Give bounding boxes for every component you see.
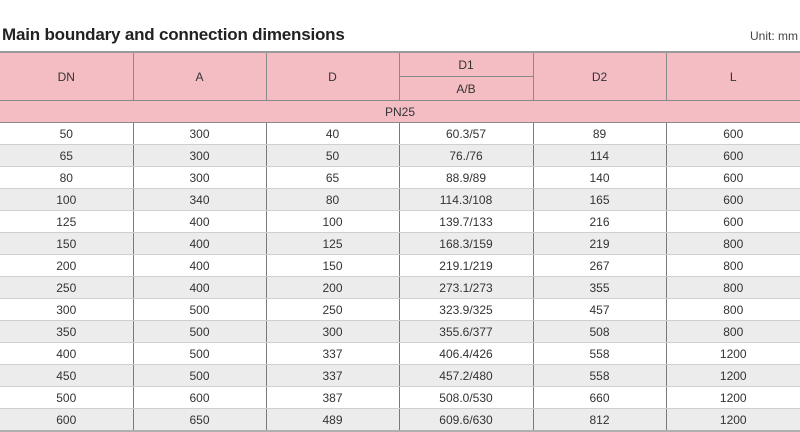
cell-dn: 150 (0, 233, 133, 255)
table-row (0, 145, 800, 167)
column-header-l: L (666, 52, 800, 101)
cell-d2: 355 (533, 277, 666, 299)
cell-a: 500 (133, 321, 266, 343)
cell-l: 800 (666, 255, 800, 277)
cell-dn: 350 (0, 321, 133, 343)
cell-d1: 355.6/377 (399, 321, 533, 343)
cell-a: 300 (133, 145, 266, 167)
title-bar (0, 0, 800, 48)
cell-l: 600 (666, 211, 800, 233)
table-row (0, 189, 800, 211)
cell-d1: 88.9/89 (399, 167, 533, 189)
dimensions-table (0, 51, 800, 432)
page-title: Main boundary and connection dimensions (2, 25, 345, 44)
cell-a: 400 (133, 255, 266, 277)
cell-d: 337 (266, 343, 399, 365)
table-row (0, 255, 800, 277)
cell-d: 300 (266, 321, 399, 343)
table-body (0, 123, 800, 432)
cell-a: 500 (133, 343, 266, 365)
table-row (0, 167, 800, 189)
cell-d1: 76./76 (399, 145, 533, 167)
cell-dn: 200 (0, 255, 133, 277)
cell-d: 100 (266, 211, 399, 233)
table-row (0, 343, 800, 365)
cell-d1: 168.3/159 (399, 233, 533, 255)
cell-d: 387 (266, 387, 399, 409)
cell-dn: 250 (0, 277, 133, 299)
cell-d2: 812 (533, 409, 666, 432)
cell-a: 300 (133, 167, 266, 189)
cell-dn: 65 (0, 145, 133, 167)
cell-dn: 300 (0, 299, 133, 321)
cell-dn: 500 (0, 387, 133, 409)
cell-d2: 508 (533, 321, 666, 343)
cell-d: 250 (266, 299, 399, 321)
cell-l: 800 (666, 299, 800, 321)
cell-l: 1200 (666, 365, 800, 387)
cell-d: 80 (266, 189, 399, 211)
cell-d: 150 (266, 255, 399, 277)
cell-dn: 50 (0, 123, 133, 145)
cell-d1: 457.2/480 (399, 365, 533, 387)
cell-d2: 558 (533, 343, 666, 365)
cell-d1: 60.3/57 (399, 123, 533, 145)
cell-d: 125 (266, 233, 399, 255)
cell-d: 337 (266, 365, 399, 387)
cell-a: 500 (133, 299, 266, 321)
cell-d1: 609.6/630 (399, 409, 533, 432)
cell-l: 600 (666, 123, 800, 145)
table-row (0, 409, 800, 432)
table-row (0, 387, 800, 409)
cell-dn: 125 (0, 211, 133, 233)
cell-a: 600 (133, 387, 266, 409)
cell-l: 1200 (666, 409, 800, 432)
cell-a: 300 (133, 123, 266, 145)
cell-d1: 508.0/530 (399, 387, 533, 409)
cell-l: 800 (666, 233, 800, 255)
column-header-dn: DN (0, 52, 133, 101)
cell-d2: 165 (533, 189, 666, 211)
cell-dn: 450 (0, 365, 133, 387)
cell-d: 200 (266, 277, 399, 299)
table-row (0, 233, 800, 255)
cell-a: 340 (133, 189, 266, 211)
cell-d2: 89 (533, 123, 666, 145)
cell-l: 1200 (666, 387, 800, 409)
cell-d2: 558 (533, 365, 666, 387)
column-subheader-d1-ab: A/B (399, 77, 533, 101)
section-header-pn25: PN25 (0, 101, 800, 123)
cell-d2: 219 (533, 233, 666, 255)
table-row (0, 321, 800, 343)
cell-dn: 600 (0, 409, 133, 432)
cell-dn: 100 (0, 189, 133, 211)
cell-l: 1200 (666, 343, 800, 365)
cell-d2: 660 (533, 387, 666, 409)
cell-d1: 406.4/426 (399, 343, 533, 365)
unit-label: Unit: mm (750, 29, 798, 43)
cell-l: 800 (666, 277, 800, 299)
cell-d1: 139.7/133 (399, 211, 533, 233)
cell-d: 489 (266, 409, 399, 432)
cell-a: 650 (133, 409, 266, 432)
cell-d: 40 (266, 123, 399, 145)
table-row (0, 123, 800, 145)
cell-dn: 400 (0, 343, 133, 365)
cell-l: 800 (666, 321, 800, 343)
cell-d2: 140 (533, 167, 666, 189)
cell-d: 65 (266, 167, 399, 189)
cell-a: 400 (133, 211, 266, 233)
column-header-d: D (266, 52, 399, 101)
table-row (0, 299, 800, 321)
cell-a: 400 (133, 233, 266, 255)
cell-d: 50 (266, 145, 399, 167)
column-header-d1: D1 (399, 52, 533, 77)
table-row (0, 211, 800, 233)
cell-d2: 216 (533, 211, 666, 233)
cell-d1: 323.9/325 (399, 299, 533, 321)
cell-d2: 114 (533, 145, 666, 167)
cell-d1: 114.3/108 (399, 189, 533, 211)
cell-d2: 457 (533, 299, 666, 321)
cell-a: 400 (133, 277, 266, 299)
column-header-a: A (133, 52, 266, 101)
table-row (0, 365, 800, 387)
cell-d1: 219.1/219 (399, 255, 533, 277)
cell-l: 600 (666, 145, 800, 167)
column-header-d2: D2 (533, 52, 666, 101)
table-row (0, 277, 800, 299)
cell-l: 600 (666, 167, 800, 189)
cell-d1: 273.1/273 (399, 277, 533, 299)
cell-dn: 80 (0, 167, 133, 189)
cell-l: 600 (666, 189, 800, 211)
cell-d2: 267 (533, 255, 666, 277)
cell-a: 500 (133, 365, 266, 387)
